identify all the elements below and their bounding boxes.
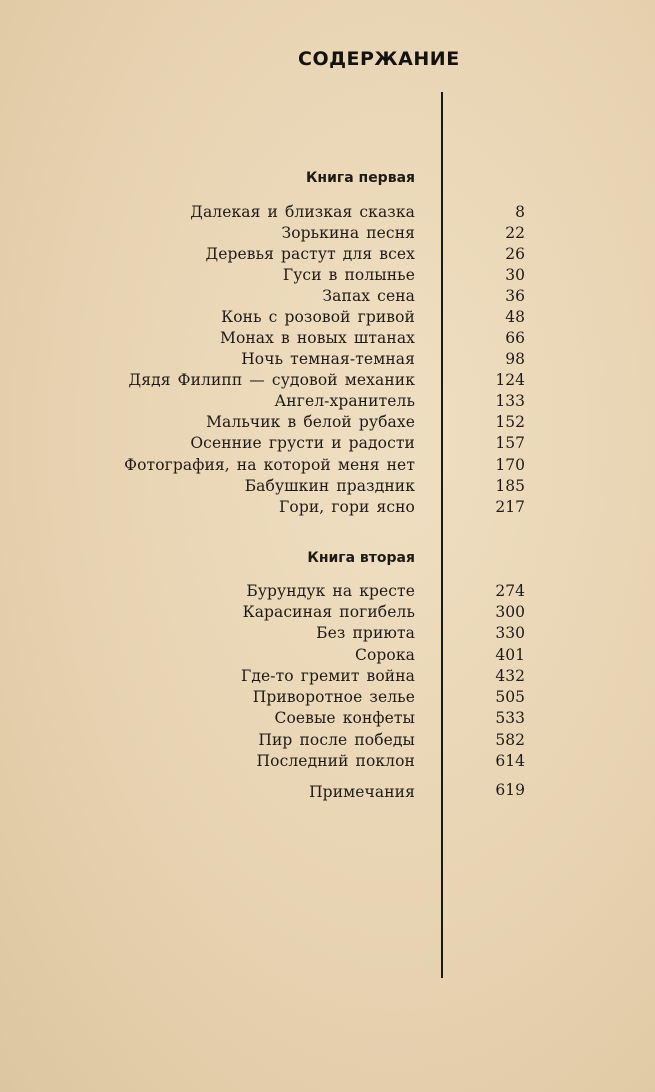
toc-entry-title: Гуси в полынье: [282, 266, 415, 284]
toc-entry-page: 614: [495, 752, 525, 770]
toc-entry-title: Далекая и близкая сказка: [190, 203, 415, 221]
toc-entry-page: 330: [495, 624, 525, 642]
toc-entry-title: Ночь темная-темная: [241, 350, 415, 368]
notes-title: Примечания: [309, 783, 415, 801]
toc-entry-title: Без приюта: [316, 624, 415, 642]
toc-entry-title: Гори, гори ясно: [279, 498, 415, 516]
toc-entry-page: 48: [505, 308, 525, 326]
toc-entry-page: 133: [495, 392, 525, 410]
toc-entry-page: 66: [505, 329, 525, 347]
toc-entry-page: 36: [505, 287, 525, 305]
toc-entry-title: Мальчик в белой рубахе: [206, 413, 415, 431]
toc-entry-title: Дядя Филипп — судовой механик: [128, 371, 415, 389]
toc-entry-page: 30: [505, 266, 525, 284]
toc-entry-title: Где-то гремит война: [240, 667, 415, 685]
toc-entry-page: 98: [505, 350, 525, 368]
toc-entry-page: 274: [495, 582, 525, 600]
column-divider: [441, 92, 443, 978]
toc-entry-page: 533: [495, 709, 525, 727]
toc-entry-title: Бабушкин праздник: [244, 477, 415, 495]
toc-entry-title: Приворотное зелье: [252, 688, 415, 706]
toc-entry-page: 185: [495, 477, 525, 495]
toc-entry-title: Запах сена: [322, 287, 415, 305]
toc-entry-page: 401: [495, 646, 525, 664]
toc-entry-page: 300: [495, 603, 525, 621]
toc-entry-page: 217: [495, 498, 525, 516]
toc-entry-page: 157: [495, 434, 525, 452]
toc-entry-page: 8: [515, 203, 525, 221]
toc-entry-title: Соевые конфеты: [274, 709, 415, 727]
toc-entry-title: Фотография, на которой меня нет: [124, 456, 415, 474]
toc-entry-title: Конь с розовой гривой: [221, 308, 415, 326]
toc-entry-page: 170: [495, 456, 525, 474]
toc-entry-page: 582: [495, 731, 525, 749]
toc-entry-page: 432: [495, 667, 525, 685]
toc-entry-title: Бурундук на кресте: [246, 582, 415, 600]
toc-entry-page: 26: [505, 245, 525, 263]
toc-entry-page: 124: [495, 371, 525, 389]
toc-entry-title: Монах в новых штанах: [219, 329, 415, 347]
book-1-heading: Книга первая: [305, 170, 415, 186]
notes-page: 619: [495, 781, 525, 799]
toc-entry-title: Пир после победы: [258, 731, 415, 749]
page-title: СОДЕРЖАНИЕ: [298, 48, 460, 70]
toc-entry-page: 22: [505, 224, 525, 242]
toc-entry-title: Сорока: [355, 646, 415, 664]
toc-entry-title: Деревья растут для всех: [205, 245, 415, 263]
toc-entry-title: Карасиная погибель: [242, 603, 415, 621]
toc-entry-title: Зорькина песня: [281, 224, 415, 242]
book-2-heading: Книга вторая: [307, 550, 415, 566]
toc-entry-page: 152: [495, 413, 525, 431]
toc-entry-title: Осенние грусти и радости: [190, 434, 415, 452]
toc-entry-title: Ангел-хранитель: [274, 392, 415, 410]
toc-entry-page: 505: [495, 688, 525, 706]
toc-entry-title: Последний поклон: [256, 752, 415, 770]
